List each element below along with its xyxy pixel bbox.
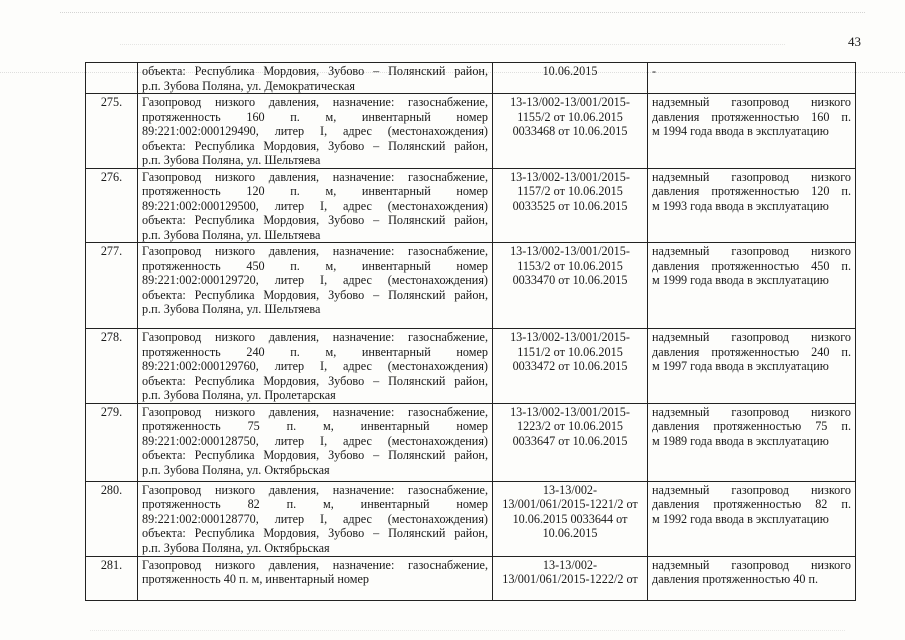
registration-record — [493, 243, 648, 329]
registration-record-line: 0033525 от 10.06.2015 — [512, 198, 628, 213]
object-description-line: протяженность 240 п. м, инвентарный номер — [142, 344, 488, 359]
registration-record-line: 13-13/002-13/001/2015- — [510, 95, 630, 109]
registration-record-line: 13/001/061/2015-1222/2 от — [502, 572, 638, 586]
object-description — [138, 403, 493, 481]
object-description-line: 89:221:002:000128750, литер I, адрес (местонахождения) — [142, 433, 488, 448]
object-description-line: р.п. Зубова Поляна, ул. Октябрьская — [142, 540, 330, 555]
object-note-line: м 1999 года ввода в эксплуатацию — [652, 273, 829, 287]
object-description-line: протяженность 160 п. м, инвентарный номер — [142, 109, 488, 124]
registration-record-line: 13-13/002-13/001/2015- — [510, 169, 630, 184]
object-description-line: 89:221:002:000129500, литер I, адрес (местонахождения) — [142, 198, 488, 213]
table-row — [86, 556, 856, 600]
scan-artifact-bottom — [90, 630, 845, 632]
row-number: 276. — [86, 168, 138, 243]
object-note — [648, 63, 856, 94]
registry-table-body — [86, 63, 856, 601]
object-note — [648, 403, 856, 481]
registration-record-line: 0033468 от 10.06.2015 — [512, 124, 628, 138]
object-note-line: давления протяженностью 120 п. — [652, 184, 851, 198]
registration-record-line: 13/001/061/2015-1221/2 от — [502, 497, 638, 511]
object-note-line: м 1994 года ввода в эксплуатацию — [652, 124, 829, 138]
row-number: 275. — [86, 94, 138, 169]
object-description-line: р.п. Зубова Поляна, ул. Шельтяева — [142, 302, 321, 316]
object-note-line: м 1997 года ввода в эксплуатацию — [652, 359, 829, 373]
object-description-line: протяженность 40 п. м, инвентарный номер — [142, 572, 369, 586]
object-note-line: надземный газопровод низкого — [652, 482, 851, 497]
row-number: 281. — [86, 556, 138, 600]
table-row — [86, 94, 856, 169]
registration-record-line: 13-13/002-13/001/2015- — [510, 404, 630, 419]
object-note — [648, 481, 856, 556]
registration-record — [493, 168, 648, 243]
object-note — [648, 243, 856, 329]
registration-record — [493, 556, 648, 600]
table-row — [86, 243, 856, 329]
object-description-line: объекта: Республика Мордовия, Зубово – Полянский район, — [142, 448, 488, 462]
object-note-line: давления протяженностью 240 п. — [652, 344, 851, 359]
table-row — [86, 329, 856, 404]
registration-record-line: 0033470 от 10.06.2015 — [512, 273, 628, 287]
object-note-line: надземный газопровод низкого — [652, 557, 851, 572]
object-description-line: 89:221:002:000129490, литер I, адрес (местонахождения) — [142, 124, 488, 138]
scan-artifact-top — [60, 12, 865, 14]
object-note-line: давления протяженностью 40 п. — [652, 572, 819, 586]
registration-record-line: 13-13/002- — [542, 482, 598, 497]
object-note-line: м 1992 года ввода в эксплуатацию — [652, 511, 829, 526]
object-description-line: протяженность 120 п. м, инвентарный номер — [142, 184, 488, 198]
registration-record-line: 0033647 от 10.06.2015 — [512, 433, 628, 448]
object-description-line: протяженность 82 п. м, инвентарный номер — [142, 497, 488, 511]
object-note-line: надземный газопровод низкого — [652, 169, 851, 184]
object-description-line: объекта: Республика Мордовия, Зубово – Полянский район, — [142, 213, 488, 227]
object-note-line: надземный газопровод низкого — [652, 95, 851, 109]
registration-record-line: 13-13/002-13/001/2015- — [510, 330, 630, 344]
object-description-line: объекта: Республика Мордовия, Зубово – Полянский район, — [142, 138, 488, 153]
registration-record-line: 0033472 от 10.06.2015 — [512, 359, 628, 373]
object-description-line: объекта: Республика Мордовия, Зубово – Полянский район, — [142, 287, 488, 302]
row-number: 279. — [86, 403, 138, 481]
object-note-line: м 1989 года ввода в эксплуатацию — [652, 433, 829, 448]
object-description-line: протяженность 75 п. м, инвентарный номер — [142, 419, 488, 433]
object-note-line: давления протяженностью 450 п. — [652, 258, 851, 273]
object-description-line: р.п. Зубова Поляна, ул. Пролетарская — [142, 388, 336, 402]
object-note-line: надземный газопровод низкого — [652, 244, 851, 258]
row-number: 277. — [86, 243, 138, 329]
object-note-line: надземный газопровод низкого — [652, 404, 851, 419]
registration-record — [493, 329, 648, 404]
object-note-line: надземный газопровод низкого — [652, 330, 851, 344]
object-note — [648, 556, 856, 600]
registration-record-line: 1157/2 от 10.06.2015 — [517, 184, 623, 198]
object-description — [138, 481, 493, 556]
object-description-line: р.п. Зубова Поляна, ул. Демократическая — [142, 78, 355, 93]
object-description-line: Газопровод низкого давления, назначение: газоснабжение, — [142, 244, 488, 258]
object-note — [648, 168, 856, 243]
object-note — [648, 94, 856, 169]
object-description-line: Газопровод низкого давления, назначение: газоснабжение, — [142, 404, 488, 419]
registration-record-line: 1151/2 от 10.06.2015 — [517, 344, 623, 359]
table-row — [86, 481, 856, 556]
object-description-line: Газопровод низкого давления, назначение: газоснабжение, — [142, 482, 488, 497]
registration-record-line: 1155/2 от 10.06.2015 — [517, 109, 623, 124]
registry-table — [85, 62, 856, 601]
object-description-line: р.п. Зубова Поляна, ул. Октябрьская — [142, 462, 330, 477]
object-note-line: давления протяженностью 82 п. — [652, 497, 851, 511]
object-note-line: - — [652, 64, 657, 78]
registration-record-line: 13-13/002-13/001/2015- — [510, 244, 630, 258]
object-description-line: объекта: Республика Мордовия, Зубово – Полянский район, — [142, 64, 488, 78]
registration-record — [493, 403, 648, 481]
object-description — [138, 329, 493, 404]
registration-record-line: 13-13/002- — [542, 557, 598, 572]
object-description-line: 89:221:002:000129760, литер I, адрес (местонахождения) — [142, 359, 488, 373]
registration-record-line: 10.06.2015 0033644 от — [512, 511, 628, 526]
object-description-line: протяженность 450 п. м, инвентарный номер — [142, 258, 488, 273]
table-row — [86, 63, 856, 94]
row-number: 278. — [86, 329, 138, 404]
scan-artifact-line — [120, 44, 785, 46]
object-description — [138, 556, 493, 600]
object-description-line: Газопровод низкого давления, назначение: газоснабжение, — [142, 557, 488, 572]
registration-record-line: 10.06.2015 — [542, 64, 598, 78]
object-note-line: давления протяженностью 75 п. — [652, 419, 851, 433]
object-description — [138, 94, 493, 169]
object-description — [138, 243, 493, 329]
registration-record — [493, 481, 648, 556]
page-number: 43 — [848, 34, 861, 49]
object-description-line: 89:221:002:000128770, литер I, адрес (местонахождения) — [142, 511, 488, 526]
object-description-line: объекта: Республика Мордовия, Зубово – Полянский район, — [142, 526, 488, 540]
registration-record-line: 1153/2 от 10.06.2015 — [517, 258, 623, 273]
object-description — [138, 168, 493, 243]
object-description-line: Газопровод низкого давления, назначение: газоснабжение, — [142, 169, 488, 184]
row-number: 280. — [86, 481, 138, 556]
registration-record — [493, 94, 648, 169]
object-description — [138, 63, 493, 94]
registration-record-line: 10.06.2015 — [542, 526, 598, 540]
object-note-line: давления протяженностью 160 п. — [652, 109, 851, 124]
table-row — [86, 403, 856, 481]
object-description-line: Газопровод низкого давления, назначение: газоснабжение, — [142, 330, 488, 344]
object-note — [648, 329, 856, 404]
object-description-line: объекта: Республика Мордовия, Зубово – Полянский район, — [142, 373, 488, 388]
registration-record-line: 1223/2 от 10.06.2015 — [516, 419, 624, 433]
object-note-line: м 1993 года ввода в эксплуатацию — [652, 198, 829, 213]
object-description-line: р.п. Зубова Поляна, ул. Шельтяева — [142, 153, 321, 167]
row-number — [86, 63, 138, 94]
table-row — [86, 168, 856, 243]
registration-record — [493, 63, 648, 94]
object-description-line: р.п. Зубова Поляна, ул. Шельтяева — [142, 227, 321, 242]
object-description-line: Газопровод низкого давления, назначение: газоснабжение, — [142, 95, 488, 109]
object-description-line: 89:221:002:000129720, литер I, адрес (местонахождения) — [142, 273, 488, 287]
